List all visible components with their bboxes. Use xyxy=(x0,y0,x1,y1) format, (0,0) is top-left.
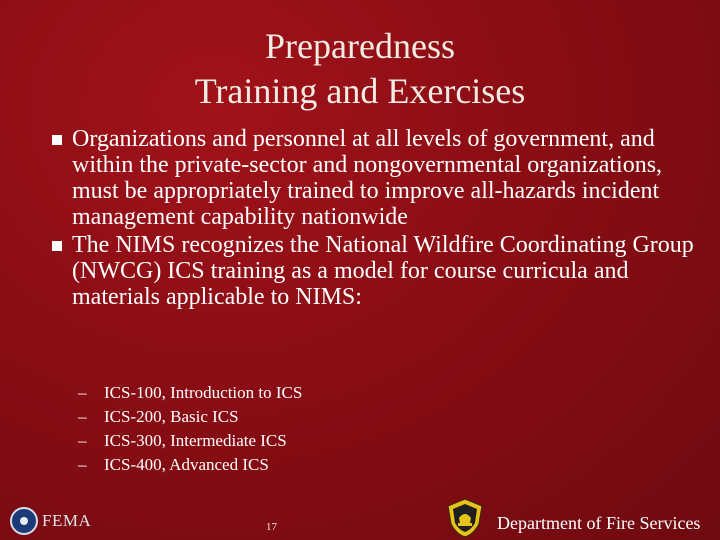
bullet-text: The NIMS recognizes the National Wildfire Coordinating Group (NWCG) ICS training as a model for course curricula and materials applicable to NIMS: xyxy=(72,232,694,310)
dash-marker: – xyxy=(78,455,87,474)
department-name: Department of Fire Services xyxy=(497,513,701,533)
dash-marker: – xyxy=(78,431,87,450)
square-bullet-icon xyxy=(52,135,62,145)
sub-bullet-item xyxy=(78,381,302,405)
bullet-item xyxy=(50,126,700,230)
slide-title xyxy=(0,24,720,114)
fema-label: FEMA xyxy=(42,511,92,530)
square-bullet-icon xyxy=(52,241,62,251)
sub-bullet-item xyxy=(78,453,302,477)
sub-bullet-text: ICS-200, Basic ICS xyxy=(104,407,239,426)
bullet-list xyxy=(50,126,700,312)
fire-services-badge-icon xyxy=(446,498,484,538)
dash-marker: – xyxy=(78,383,87,402)
title-line-2: Training and Exercises xyxy=(194,71,526,111)
page-number: 17 xyxy=(266,521,277,533)
sub-bullet-text: ICS-400, Advanced ICS xyxy=(104,455,269,474)
sub-bullet-text: ICS-300, Intermediate ICS xyxy=(104,431,287,450)
bullet-text: Organizations and personnel at all levels of government, and within the private-sector and nongovernmental organizations, must be appropriately trained to improve all-hazards incident management capability nationwide xyxy=(72,126,663,230)
fema-logo xyxy=(10,506,91,536)
sub-bullet-text: ICS-100, Introduction to ICS xyxy=(104,383,303,402)
sub-bullet-list xyxy=(78,381,302,477)
title-line-1: Preparedness xyxy=(265,26,455,66)
sub-bullet-item xyxy=(78,429,302,453)
fema-seal-icon xyxy=(10,507,38,535)
sub-bullet-item xyxy=(78,405,302,429)
dash-marker: – xyxy=(78,407,87,426)
bullet-item xyxy=(50,232,700,310)
